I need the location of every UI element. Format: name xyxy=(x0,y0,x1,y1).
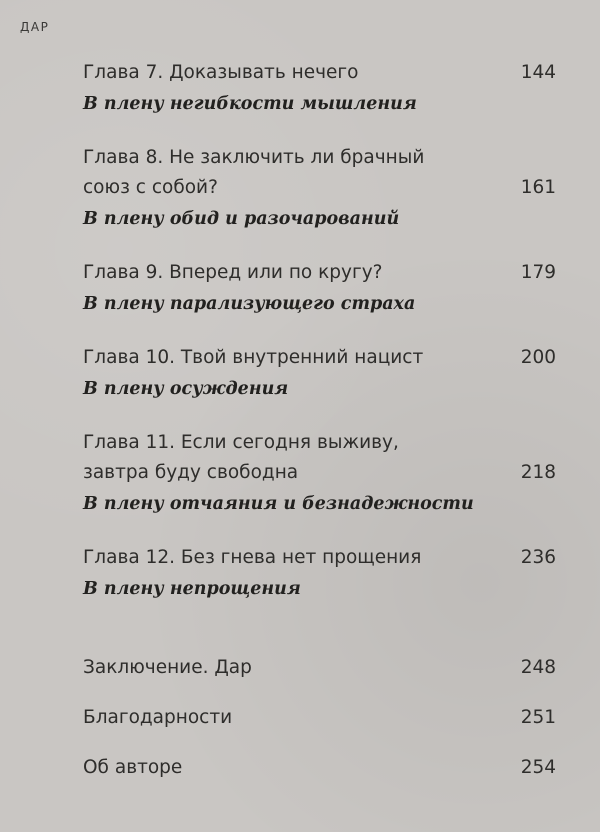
toc-entry-acknowledgements xyxy=(83,702,556,734)
page-number: 248 xyxy=(520,657,556,678)
page-number: 236 xyxy=(520,547,556,568)
back-matter-title: Об авторе xyxy=(83,757,183,778)
section-spacer xyxy=(83,628,556,652)
chapter-title-continuation: союз с собой? xyxy=(83,177,218,198)
running-head: ДАР xyxy=(20,20,50,34)
chapter-title: Глава 12. Без гнева нет прощения xyxy=(83,547,422,568)
chapter-subtitle: В плену парализующего страха xyxy=(83,294,416,314)
toc-title-line xyxy=(83,173,556,203)
toc-entry-chapter-10 xyxy=(83,343,556,405)
toc-title-line xyxy=(83,652,556,684)
chapter-title: Глава 10. Твой внутренний нацист xyxy=(83,347,424,368)
chapter-title: Глава 9. Вперед или по кругу? xyxy=(83,262,383,283)
toc-title-line xyxy=(83,428,556,458)
toc-title-line xyxy=(83,258,556,288)
toc-title-line xyxy=(83,143,556,173)
page-number: 200 xyxy=(520,347,556,368)
toc-entry-chapter-7 xyxy=(83,58,556,120)
page-number: 179 xyxy=(520,262,556,283)
chapter-title: Глава 11. Если сегодня выживу, xyxy=(83,432,399,453)
chapter-title: Глава 8. Не заключить ли брачный xyxy=(83,147,425,168)
chapter-title-continuation: завтра буду свободна xyxy=(83,462,299,483)
page-number: 251 xyxy=(520,707,556,728)
page-number: 144 xyxy=(520,62,556,83)
toc-title-line xyxy=(83,343,556,373)
table-of-contents xyxy=(83,58,556,802)
chapter-subtitle: В плену непрощения xyxy=(83,579,301,599)
toc-title-line xyxy=(83,58,556,88)
toc-entry-chapter-12 xyxy=(83,543,556,605)
chapter-subtitle: В плену отчаяния и безнадежности xyxy=(83,494,474,514)
back-matter-title: Заключение. Дар xyxy=(83,657,252,678)
toc-entry-chapter-9 xyxy=(83,258,556,320)
toc-title-line xyxy=(83,702,556,734)
toc-entry-chapter-11 xyxy=(83,428,556,520)
toc-title-line xyxy=(83,543,556,573)
toc-title-line xyxy=(83,752,556,784)
page-number: 254 xyxy=(520,757,556,778)
page-number: 218 xyxy=(520,462,556,483)
toc-title-line xyxy=(83,458,556,488)
chapter-subtitle: В плену обид и разочарований xyxy=(83,209,400,229)
toc-entry-chapter-8 xyxy=(83,143,556,235)
chapter-subtitle: В плену осуждения xyxy=(83,379,289,399)
chapter-subtitle: В плену негибкости мышления xyxy=(83,94,417,114)
toc-entry-about-author xyxy=(83,752,556,784)
chapter-title: Глава 7. Доказывать нечего xyxy=(83,62,359,83)
page-number: 161 xyxy=(520,177,556,198)
back-matter-title: Благодарности xyxy=(83,707,233,728)
toc-entry-conclusion xyxy=(83,652,556,684)
